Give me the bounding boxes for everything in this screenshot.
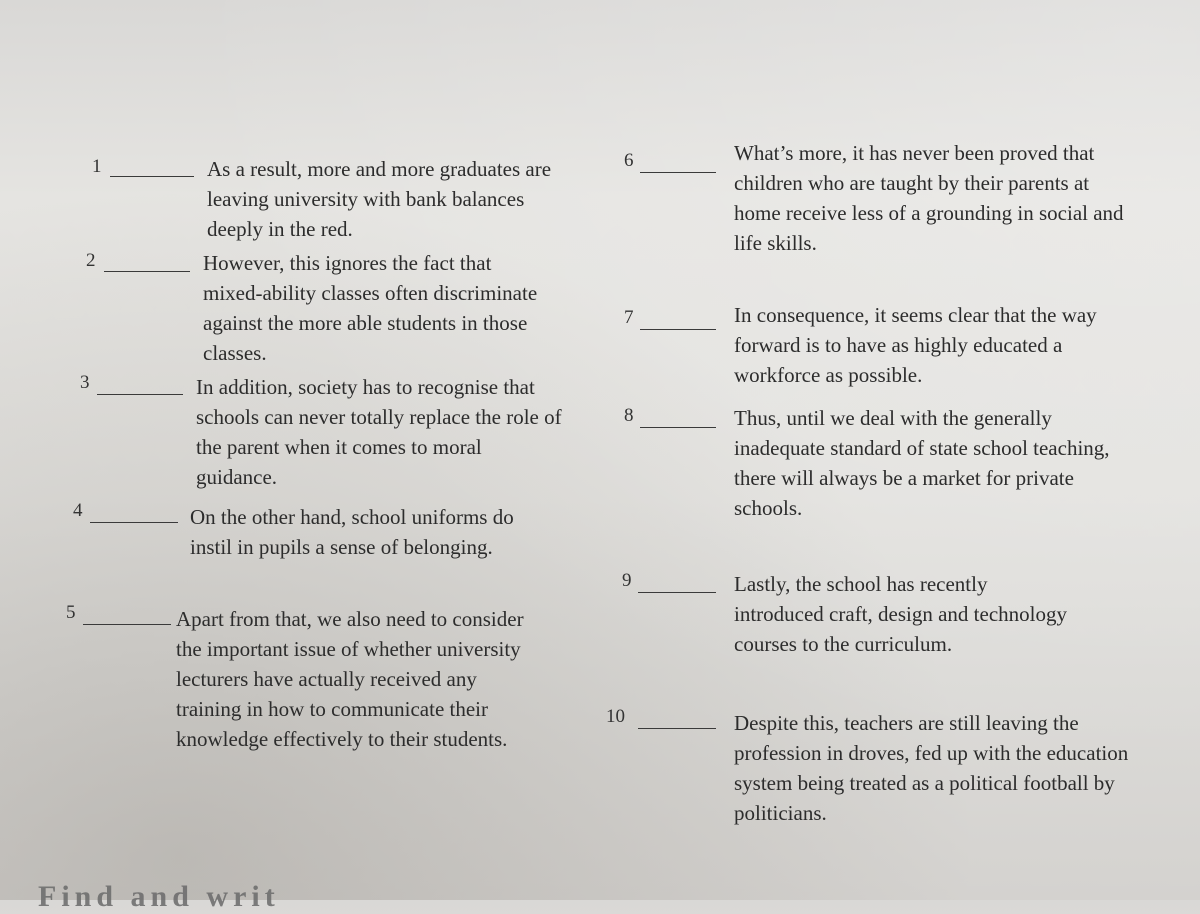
- answer-blank-9[interactable]: [638, 592, 716, 593]
- sentence-text: In addition, society has to recognise that schools can never totally replace the role of the parent when it comes to moral guidance.: [196, 375, 562, 489]
- item-number: 7: [624, 307, 634, 328]
- sentence-text: In consequence, it seems clear that the way forward is to have as highly educated a workforce as possible.: [734, 303, 1097, 387]
- item-number: 1: [92, 156, 102, 177]
- answer-blank-4[interactable]: [90, 522, 178, 523]
- answer-blank-3[interactable]: [97, 394, 183, 395]
- answer-blank-5[interactable]: [83, 624, 171, 625]
- sentence-text: Lastly, the school has recently introduced craft, design and technology courses to the curriculum.: [734, 572, 1067, 656]
- sentence-text: Thus, until we deal with the generally inadequate standard of state school teaching, there will always be a market for private schools.: [734, 406, 1110, 520]
- sentence-text: However, this ignores the fact that mixed-ability classes often discriminate against the more able students in those classes.: [203, 251, 538, 365]
- next-section-heading: Find and writ: [38, 880, 280, 913]
- item-number: 10: [606, 706, 625, 727]
- item-number: 8: [624, 405, 634, 426]
- item-number: 6: [624, 150, 634, 171]
- item-number: 4: [73, 500, 83, 521]
- item-number: 3: [80, 372, 90, 393]
- answer-blank-8[interactable]: [640, 427, 716, 428]
- answer-blank-6[interactable]: [640, 172, 716, 173]
- item-number: 9: [622, 570, 632, 591]
- item-number: 5: [66, 602, 76, 623]
- sentence-text: On the other hand, school uniforms do instil in pupils a sense of belonging.: [190, 505, 514, 559]
- item-number: 2: [86, 250, 96, 271]
- sentence-text: What’s more, it has never been proved that children who are taught by their parents at home receive less of a grounding in social and life skills.: [734, 141, 1124, 255]
- sentence-text: Apart from that, we also need to consider the important issue of whether university lecturers have actually received any training in how to communicate their knowledge effectively to their students.: [176, 607, 524, 751]
- sentence-text: As a result, more and more graduates are leaving university with bank balances deeply in the red.: [207, 157, 552, 241]
- answer-blank-2[interactable]: [104, 271, 190, 272]
- answer-blank-10[interactable]: [638, 728, 716, 729]
- answer-blank-1[interactable]: [110, 176, 194, 177]
- sentence-text: Despite this, teachers are still leaving the profession in droves, fed up with the education system being treated as a political football by politicians.: [734, 711, 1129, 825]
- answer-blank-7[interactable]: [640, 329, 716, 330]
